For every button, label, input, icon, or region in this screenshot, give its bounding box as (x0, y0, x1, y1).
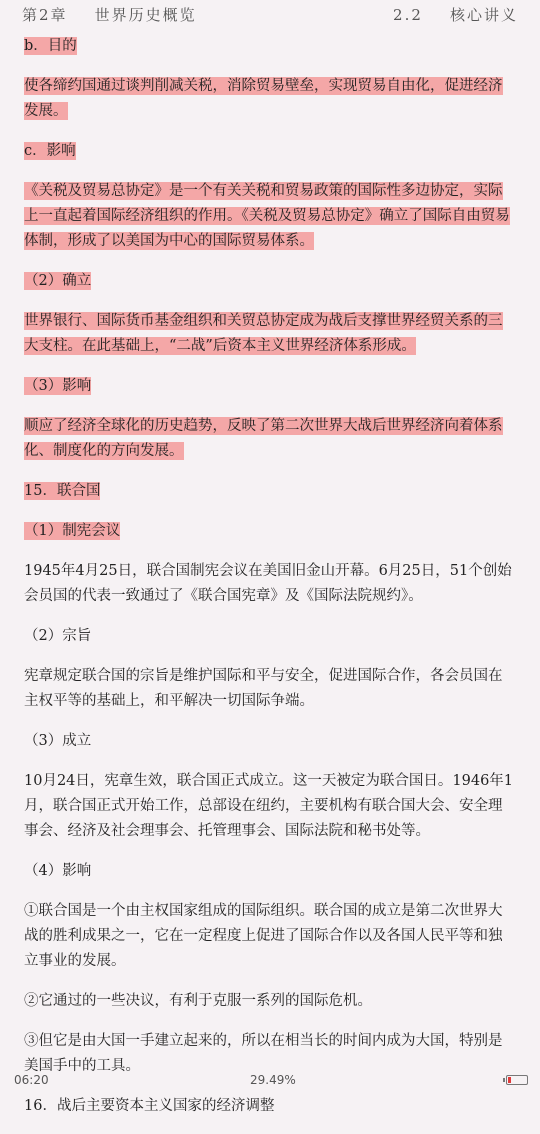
highlighted-text[interactable]: 顺应了经济全球化的历史趋势，反映了第二次世界大战后世界经济向着体系化、制度化的方向发展。 (24, 418, 503, 459)
body-text[interactable]: 宪章规定联合国的宗旨是维护国际和平与安全，促进国际合作，各会员国在主权平等的基础上，和平解决一切国际争端。 (24, 668, 503, 709)
highlighted-text[interactable]: （3）影响 (24, 378, 92, 394)
text-paragraph (24, 269, 516, 294)
chapter-number: 第2章 (22, 6, 68, 24)
text-paragraph (24, 519, 516, 544)
text-paragraph (24, 729, 516, 754)
reading-progress: 29.49% (250, 1073, 296, 1087)
text-paragraph (24, 559, 516, 609)
text-paragraph (24, 309, 516, 359)
page-content[interactable] (24, 34, 516, 1134)
highlighted-text[interactable]: c．影响 (24, 143, 76, 159)
text-paragraph (24, 859, 516, 884)
highlighted-text[interactable]: 使各缔约国通过谈判削减关税，消除贸易壁垒，实现贸易自由化，促进经济发展。 (24, 78, 503, 119)
body-text[interactable]: 16．战后主要资本主义国家的经济调整 (24, 1098, 275, 1114)
text-paragraph (24, 374, 516, 399)
reader-header (0, 0, 540, 28)
body-text[interactable]: 1945年4月25日，联合国制宪会议在美国旧金山开幕。6月25日，51个创始会员国的代表一致通过了《联合国宪章》及《国际法院规约》。 (24, 563, 512, 604)
text-paragraph (24, 34, 516, 59)
section-title (393, 4, 518, 25)
lesson-title: 核心讲义 (449, 6, 518, 24)
body-text[interactable]: ③但它是由大国一手建立起来的，所以在相当长的时间内成为大国，特别是美国手中的工具。 (24, 1033, 503, 1074)
text-paragraph (24, 414, 516, 464)
highlighted-text[interactable]: b．目的 (24, 38, 77, 54)
text-paragraph (24, 479, 516, 504)
text-paragraph (24, 139, 516, 164)
reader-footer (0, 1065, 540, 1095)
text-paragraph (24, 769, 516, 844)
body-text[interactable]: （2）宗旨 (24, 628, 92, 644)
body-text[interactable]: ①联合国是一个由主权国家组成的国际组织。联合国的成立是第二次世界大战的胜利成果之一，它在一定程度上促进了国际合作以及各国人民平等和独立事业的发展。 (24, 903, 503, 969)
clock-time: 06:20 (14, 1073, 49, 1087)
highlighted-text[interactable]: 15．联合国 (24, 483, 101, 499)
text-paragraph (24, 899, 516, 974)
highlighted-text[interactable]: 世界银行、国际货币基金组织和关贸总协定成为战后支撑世界经贸关系的三大支柱。在此基础上，“二战”后资本主义世界经济体系形成。 (24, 313, 503, 354)
text-paragraph (24, 624, 516, 649)
text-paragraph (24, 1094, 516, 1119)
text-paragraph (24, 664, 516, 714)
text-paragraph (24, 74, 516, 124)
battery-level (508, 1077, 511, 1083)
body-text[interactable]: ②它通过的一些决议，有利于克服一系列的国际危机。 (24, 993, 372, 1009)
body-text[interactable]: （3）成立 (24, 733, 92, 749)
book-title: 世界历史概览 (94, 6, 197, 24)
highlighted-text[interactable]: （1）制宪会议 (24, 523, 121, 539)
text-paragraph (24, 989, 516, 1014)
highlighted-text[interactable]: （2）确立 (24, 273, 92, 289)
highlighted-text[interactable]: 《关税及贸易总协定》是一个有关关税和贸易政策的国际性多边协定，实际上一直起着国际经济组织的作用。《关税及贸易总协定》确立了国际自由贸易体制，形成了以美国为中心的国际贸易体系。 (24, 183, 510, 249)
section-number: 2.2 (393, 6, 423, 24)
body-text[interactable]: 10月24日，宪章生效，联合国正式成立。这一天被定为联合国日。1946年1月，联合国正式开始工作，总部设在纽约，主要机构有联合国大会、安全理事会、经济及社会理事会、托管理事会、国际法院和秘书处等。 (24, 773, 514, 839)
body-text[interactable]: （4）影响 (24, 863, 92, 879)
battery-low-icon (506, 1075, 528, 1085)
text-paragraph (24, 179, 516, 254)
chapter-title (22, 4, 197, 25)
